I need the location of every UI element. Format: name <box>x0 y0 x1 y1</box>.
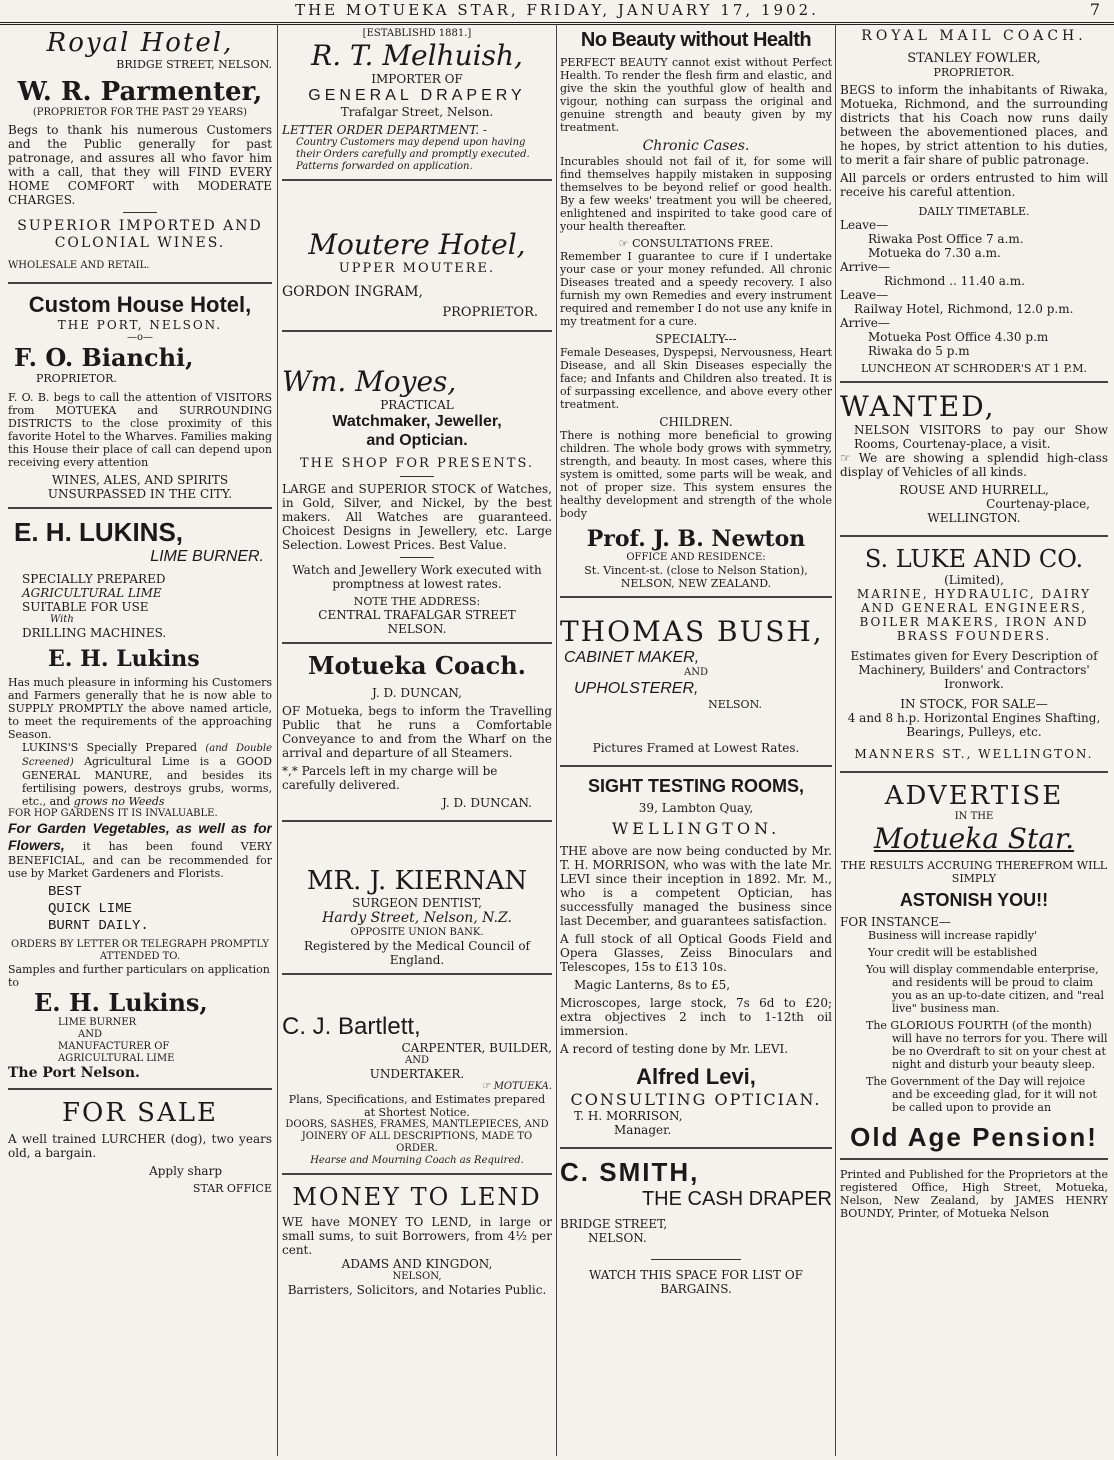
ad-heading: SIGHT TESTING ROOMS, <box>587 776 804 796</box>
ad-body: Incurables should not fail of it, for some will find themselves happily mistaken in supposing themselves to be beyond relief or good health. By a few weeks' treatment you will be cheered, enlightened and inspirited to take good care of your health thereafter. <box>560 155 832 233</box>
ad-city: WELLINGTON. <box>927 511 1021 525</box>
ad-body: LARGE and SUPERIOR STOCK of Watches, in Gold, Silver, and Nickel, by the best makers. All Watches are guaranteed. Choicest Designs in Jewellery, etc. Large Selection. Lowest Prices. Best Value. <box>282 482 552 552</box>
ad-drapery: GENERAL DRAPERY <box>308 87 526 104</box>
ad-body <box>8 741 272 808</box>
ad-address: CENTRAL TRAFALGAR STREET <box>318 608 516 622</box>
ad-and: AND <box>684 667 708 678</box>
masthead <box>0 0 1114 25</box>
ad-subheading: E. H. Lukins <box>48 646 200 672</box>
divider <box>123 212 157 213</box>
ad-trade: UPHOLSTERER, <box>574 680 699 697</box>
ad-established: [ESTABLISHD 1881.] <box>362 28 472 39</box>
ad-body: A record of testing done by Mr. LEVI. <box>560 1042 789 1056</box>
ad-motueka-coach <box>282 652 552 822</box>
ad-address: BRIDGE STREET, NELSON. <box>116 58 272 71</box>
ad-role: CONSULTING OPTICIAN. <box>570 1090 822 1109</box>
quick-lime-list <box>8 884 272 935</box>
ad-body: F. O. B. begs to call the attention of VISITORS from MOTUEKA and SURROUNDING DISTRICTS to the close proximity of this favorite Hotel to the Wharves. Families making this House their place of call can depend upon receiving every attention <box>8 391 272 469</box>
ad-address: St. Vincent-st. (close to Nelson Station), <box>584 564 808 577</box>
ad-luncheon: LUNCHEON AT SCHRODER'S AT 1 P.M. <box>860 362 1088 375</box>
ad-results: THE RESULTS ACCRUING THEREFROM WILL SIMPLY <box>840 859 1108 885</box>
ad-body: Remember I guarantee to cure if I undertake your case or your money refunded. All chronic Diseases treated and a speedy recovery. I also furnish my own Remedies and every instrument required and remember I do not use any knife in my treatment for a cure. <box>560 250 832 328</box>
ad-heading: FOR SALE <box>61 1098 219 1128</box>
ad-subheading: Chronic Cases. <box>642 138 750 154</box>
ad-shop: THE SHOP FOR PRESENTS. <box>299 456 535 471</box>
ad-hop: FOR HOP GARDENS IT IS INVALUABLE. <box>8 808 218 819</box>
imprint-text: Printed and Published for the Proprietors at the registered Office, High Street, Motueka, Nelson, New Zealand, by JAMES HENRY BOUNDY, Printer, of Motueka Nelson <box>840 1168 1108 1220</box>
timetable-row: Motueka Post Office 4.30 p.m <box>868 330 1049 344</box>
ad-heading: Motueka Coach. <box>308 651 526 680</box>
column-rule <box>556 24 557 1456</box>
ad-trades: MARINE, HYDRAULIC, DAIRY AND GENERAL ENGINEERS, BOILER MAKERS, IRON AND BRASS FOUNDERS. <box>856 587 1092 643</box>
ad-royal-hotel <box>8 28 272 284</box>
column-2 <box>282 28 552 1456</box>
ad-city: WELLINGTON. <box>611 819 781 838</box>
ad-parcels: All parcels or orders entrusted to him will receive his careful attention. <box>840 171 1108 199</box>
ad-registered: Registered by the Medical Council of England. <box>304 939 530 967</box>
column-4 <box>840 28 1108 1456</box>
ad-samples: Samples and further particulars on application to <box>8 963 270 989</box>
ad-parcels: *,* Parcels left in my charge will be carefully delivered. <box>282 764 498 792</box>
page-number: 7 <box>1089 0 1100 19</box>
divider <box>400 476 434 477</box>
ad-role: PROPRIETOR. <box>442 305 538 320</box>
ad-sign: J. D. DUNCAN. <box>442 796 532 810</box>
ad-limited: (Limited), <box>944 573 1004 587</box>
ad-heading: Wm. Moyes, <box>282 365 457 398</box>
ad-heading: Custom House Hotel, <box>28 292 252 317</box>
ad-role: PROPRIETOR. <box>933 66 1015 79</box>
ad-place: UPPER MOUTERE. <box>338 261 496 276</box>
ad-trade: CARPENTER, BUILDER, <box>401 1041 552 1055</box>
ad-firm: ADAMS AND KINGDON, <box>341 1257 493 1271</box>
imprint <box>840 1168 1108 1220</box>
timetable-row: Railway Hotel, Richmond, 12.0 p.m. <box>854 302 1074 316</box>
ad-point: The GLORIOUS FOURTH (of the month) will have no terrors for you. There will be no Overdraft to sit on your chest at night and disturb your beauty sleep. <box>866 1019 1108 1071</box>
ad-heading: E. H. LUKINS, <box>14 517 184 547</box>
ad-opposite: OPPOSITE UNION BANK. <box>350 927 484 938</box>
ad-wines: SUPERIOR IMPORTED AND COLONIAL WINES. <box>17 218 263 251</box>
ad-dept-body: Country Customers may depend upon having their Orders carefully and promptly executed. Patterns forwarded on application. <box>296 137 530 172</box>
ad-heading: WANTED, <box>840 390 996 423</box>
ad-owner: GORDON INGRAM, <box>282 284 424 300</box>
ad-for-sale <box>8 1098 272 1201</box>
ad-consult: ☞ CONSULTATIONS FREE. <box>618 237 774 250</box>
ad-heading: MR. J. KIERNAN <box>306 866 528 896</box>
ad-pension: Old Age Pension! <box>850 1122 1098 1152</box>
ad-body: There is nothing more beneficial to growing children. The whole body grows with symmetry, strength, and beauty. In most cases, where this system is omitted, some parts will be weak, and not of proper size. This system ensures the healthy development and strength of the whole body <box>560 429 832 520</box>
ad-orders: ORDERS BY LETTER OR TELEGRAPH PROMPTLY ATTENDED TO. <box>11 939 269 962</box>
ad-hearse: Hearse and Mourning Coach as Required. <box>310 1155 524 1166</box>
ad-subheading: SPECIALTY--- <box>655 332 737 346</box>
ad-heading: C. J. Bartlett, <box>282 1013 421 1040</box>
ad-office: OFFICE AND RESIDENCE: <box>626 552 766 563</box>
ad-kiernan <box>282 830 552 975</box>
ad-heading: ADVERTISE <box>884 781 1064 811</box>
line: BURNT DAILY. <box>48 918 149 934</box>
ad-trade: Watchmaker, Jeweller, <box>332 413 502 430</box>
line: MANUFACTURER OF <box>58 1041 170 1052</box>
timetable-row: Riwaka Post Office 7 a.m. <box>868 232 1024 246</box>
ad-heading: R. T. Melhuish, <box>311 39 523 72</box>
ad-items: 4 and 8 h.p. Horizontal Engines Shafting, Bearings, Pulleys, etc. <box>847 711 1101 739</box>
ad-note: NOTE THE ADDRESS: <box>353 595 481 608</box>
ad-practical: PRACTICAL <box>380 398 454 412</box>
ad-city: NELSON. <box>588 1231 647 1245</box>
ad-trade: LIME BURNER. <box>150 548 264 565</box>
ad-role: SURGEON DENTIST, <box>352 896 482 910</box>
column-3 <box>560 28 832 1456</box>
ad-repair: Watch and Jewellery Work executed with promptness at lowest rates. <box>292 563 542 591</box>
ad-body: Female Deseases, Dyspepsi, Nervousness, Heart Disease, and all Skin Diseases especially the face; and Infants and Children also treated. It is of surpassing excellence, and above every other treatment. <box>560 346 832 411</box>
line: BEST <box>48 884 82 900</box>
divider <box>651 1259 741 1260</box>
column-1 <box>8 28 272 1456</box>
line: AND <box>78 1029 102 1040</box>
ad-trade: CABINET MAKER, <box>564 649 700 666</box>
ad-body: A well trained LURCHER (dog), two years old, a bargain. <box>8 1132 272 1160</box>
ad-proprietor: F. O. Bianchi, <box>14 343 194 372</box>
ad-street: Trafalgar Street, Nelson. <box>340 105 494 119</box>
ad-body: Magic Lanterns, 8s to £5, <box>574 978 731 992</box>
ad-address: THE PORT, NELSON. <box>57 318 223 332</box>
ad-instance: FOR INSTANCE— <box>840 915 951 929</box>
ad-owner: STANLEY FOWLER, <box>907 51 1041 66</box>
ad-sight-testing <box>560 775 832 1149</box>
ad-body: A full stock of all Optical Goods Field and Opera Glasses, Zeiss Binoculars and Telescopes, 15s to £13 10s. <box>560 932 832 974</box>
ad-place: NELSON. <box>708 698 762 711</box>
ad-advertise <box>840 781 1108 1160</box>
ad-body: Plans, Specifications, and Estimates prepared at Shortest Notice. <box>288 1093 546 1119</box>
ad-heading: Royal Hotel, <box>46 28 234 58</box>
ad-body: THE above are now being conducted by Mr. T. H. MORRISON, who was with the late Mr. LEVI since their inception in 1892. Mr. M., who is a competent Optician, has successfully managed the business since last December, and guarantees satisfaction. <box>560 844 832 928</box>
ad-melhuish <box>282 28 552 181</box>
ad-moyes <box>282 340 552 644</box>
ad-thomas-bush <box>560 606 832 767</box>
ad-watch: WATCH THIS SPACE FOR LIST OF BARGAINS. <box>589 1268 803 1296</box>
line: SPECIALLY PREPARED <box>22 572 166 586</box>
ad-body: Has much pleasure in informing his Customers and Farmers generally that he is now able to SUPPLY PROMPTLY the above named article, to meet the requirements of the approaching Season. <box>8 676 272 741</box>
ad-address: 39, Lambton Quay, <box>638 801 754 815</box>
ad-bartlett <box>282 983 552 1175</box>
ad-place: ☞ MOTUEKA. <box>481 1081 552 1092</box>
ad-heading: ROYAL MAIL COACH. <box>861 28 1087 44</box>
ad-body: PERFECT BEAUTY cannot exist without Perfect Health. To render the flesh firm and elastic, and give the skin the youthful glow of health and vigour, nothing can surpass the original and genuine strength and beauty given by my treatment. <box>560 56 832 134</box>
ad-heading: C. SMITH, <box>560 1157 700 1187</box>
ad-address: Hardy Street, Nelson, N.Z. <box>322 910 512 926</box>
ad-proprietor: Alfred Levi, <box>636 1064 756 1089</box>
ad-address: BRIDGE STREET, <box>560 1217 668 1231</box>
divider <box>400 557 434 558</box>
masthead-title: THE MOTUEKA STAR, FRIDAY, JANUARY 17, 1902. <box>295 1 819 19</box>
ad-body: NELSON VISITORS to pay our Show Rooms, Courtenay-place, a visit. <box>854 423 1108 451</box>
ad-money-to-lend <box>282 1183 552 1303</box>
text: For Garden Vegetables, as well as for Flowers, <box>8 820 272 853</box>
ad-body: WE have MONEY TO LEND, in large or small sums, to suit Borrowers, from 4½ per cent. <box>282 1215 552 1257</box>
ad-in-the: IN THE <box>954 811 994 822</box>
ad-doors: DOORS, SASHES, FRAMES, MANTLEPIECES, AND JOINERY OF ALL DESCRIPTIONS, MADE TO ORDER. <box>285 1119 549 1154</box>
ad-body: Begs to thank his numerous Customers and the Public generally for past patronage, and assures all who favor him with a call, that they will FIND EVERY HOME COMFORT with MODERATE CHARGES. <box>8 123 272 207</box>
timetable-row: Motueka do 7.30 a.m. <box>868 246 1001 260</box>
line: With <box>50 614 74 625</box>
ad-role: THE CASH DRAPER <box>641 1188 832 1210</box>
line: SUITABLE FOR USE <box>22 600 149 614</box>
ad-importer: IMPORTER OF <box>371 72 463 86</box>
ad-heading: Moutere Hotel, <box>308 228 526 261</box>
ad-and: AND <box>405 1055 429 1066</box>
text: grows no Weeds <box>73 795 165 808</box>
ad-point: Business will increase rapidly' <box>868 929 1038 942</box>
ad-body: OF Motueka, begs to inform the Travelling Public that he runs a Comfortable Conveyance to and from the Wharf on the arrival and departure of all Steamers. <box>282 704 552 760</box>
ad-astonish: ASTONISH YOU!! <box>899 890 1049 910</box>
ad-trade: UNDERTAKER. <box>369 1067 465 1081</box>
ad-timetable-title: DAILY TIMETABLE. <box>918 205 1030 218</box>
ad-manager-role: Manager. <box>614 1123 672 1137</box>
ad-note: (PROPRIETOR FOR THE PAST 29 YEARS) <box>32 107 248 118</box>
timetable-row: Riwaka do 5 p.m <box>868 344 970 358</box>
ad-stock: IN STOCK, FOR SALE— <box>900 697 1048 711</box>
ad-owner: J. D. DUNCAN, <box>372 686 462 700</box>
ad-point: You will display commendable enterprise, and residents will be proud to claim you as an up-to-date citizen, and "real live" business man. <box>866 963 1104 1015</box>
ad-custom-house-hotel <box>8 292 272 509</box>
ad-proprietor: Prof. J. B. Newton <box>586 526 806 552</box>
line: AGRICULTURAL LIME <box>58 1053 175 1064</box>
ad-apply: Apply sharp <box>149 1164 222 1178</box>
column-rule <box>835 24 836 1456</box>
text: Agricultural Lime is a GOOD GENERAL MANURE, and besides its fertilising powers, destroys grubs, worms, etc., and <box>22 755 272 808</box>
lime-list <box>8 572 272 640</box>
column-rule <box>277 24 278 1456</box>
ad-lukins <box>8 517 272 1090</box>
ad-heading: THOMAS BUSH, <box>560 615 824 648</box>
ad-heading: S. LUKE AND CO. <box>864 545 1084 573</box>
line: DRILLING MACHINES. <box>22 626 167 640</box>
timetable-row: Richmond .. 11.40 a.m. <box>884 274 1025 288</box>
ad-garden <box>8 820 272 880</box>
text: LUKINS'S Specially Prepared <box>22 741 198 754</box>
ad-newton <box>560 28 832 598</box>
ad-firm: ROUSE AND HURRELL, <box>899 483 1049 497</box>
ad-body: ☞ We are showing a splendid high-class display of Vehicles of all kinds. <box>840 451 1108 479</box>
ad-s-luke <box>840 545 1108 773</box>
timetable-label: Arrive— <box>840 316 890 330</box>
ad-body: BEGS to inform the inhabitants of Riwaka, Motueka, Richmond, and the surrounding districts that his Coach now runs daily between the abovementioned places, and he hopes, by strict attention to his duties, to merit a fair share of public patronage. <box>840 83 1108 167</box>
ad-dept: LETTER ORDER DEPARTMENT. - <box>282 123 487 137</box>
ad-royal-mail-coach <box>840 28 1108 383</box>
ad-place: NELSON, <box>392 1271 442 1282</box>
ad-proprietor: E. H. Lukins, <box>34 988 208 1017</box>
ad-retail: WHOLESALE AND RETAIL. <box>8 260 150 271</box>
timetable-label: Leave— <box>840 288 889 302</box>
ad-proprietor: W. R. Parmenter, <box>17 77 263 107</box>
timetable-label: Leave— <box>840 218 889 232</box>
ad-role: PROPRIETOR. <box>36 372 117 385</box>
ad-heading: No Beauty without Health <box>580 29 812 51</box>
ad-address: NELSON. <box>387 622 447 636</box>
ad-roles: Barristers, Solicitors, and Notaries Public. <box>287 1283 547 1297</box>
ad-wanted <box>840 391 1108 537</box>
ad-paper-name: Motueka Star. <box>873 822 1075 855</box>
ad-manager: T. H. MORRISON, <box>574 1109 683 1123</box>
ad-address: MANNERS ST., WELLINGTON. <box>854 747 1094 761</box>
ad-city: NELSON, NEW ZEALAND. <box>620 577 772 590</box>
timetable-label: Arrive— <box>840 260 890 274</box>
line: AGRICULTURAL LIME <box>22 586 162 600</box>
trade-list <box>8 1017 272 1065</box>
text: (and Double Screened) <box>22 743 272 768</box>
text: it has been found VERY BENEFICIAL, and can be recommended for use by Market Gardeners and Florists. <box>8 840 272 880</box>
ad-point: Your credit will be established <box>868 946 1038 959</box>
line: QUICK LIME <box>48 901 133 917</box>
ad-wines: WINES, ALES, AND SPIRITS UNSURPASSED IN THE CITY. <box>47 473 233 501</box>
ad-subheading: CHILDREN. <box>659 415 733 429</box>
ad-estimates: Estimates given for Every Description of Machinery, Builders' and Contractors' Ironwork. <box>850 649 1098 691</box>
line: LIME BURNER <box>58 1017 137 1028</box>
ad-heading: MONEY TO LEND <box>292 1183 542 1211</box>
ad-c-smith <box>560 1157 832 1302</box>
ad-street: Courtenay-place, <box>986 497 1090 511</box>
ad-moutere-hotel <box>282 189 552 332</box>
ad-pictures: Pictures Framed at Lowest Rates. <box>592 741 800 755</box>
ad-body: Microscopes, large stock, 7s 6d to £20; extra objectives 2 inch to 1-12th oil immersion. <box>560 996 832 1038</box>
ad-place: The Port Nelson. <box>8 1065 140 1081</box>
ad-office: STAR OFFICE <box>192 1182 272 1195</box>
timetable <box>840 218 1108 358</box>
ad-point: The Government of the Day will rejoice and be exceeding glad, for it will not be called upon to provide an <box>866 1075 1097 1114</box>
divider: —o— <box>126 332 154 343</box>
ad-trade: and Optician. <box>366 432 468 449</box>
